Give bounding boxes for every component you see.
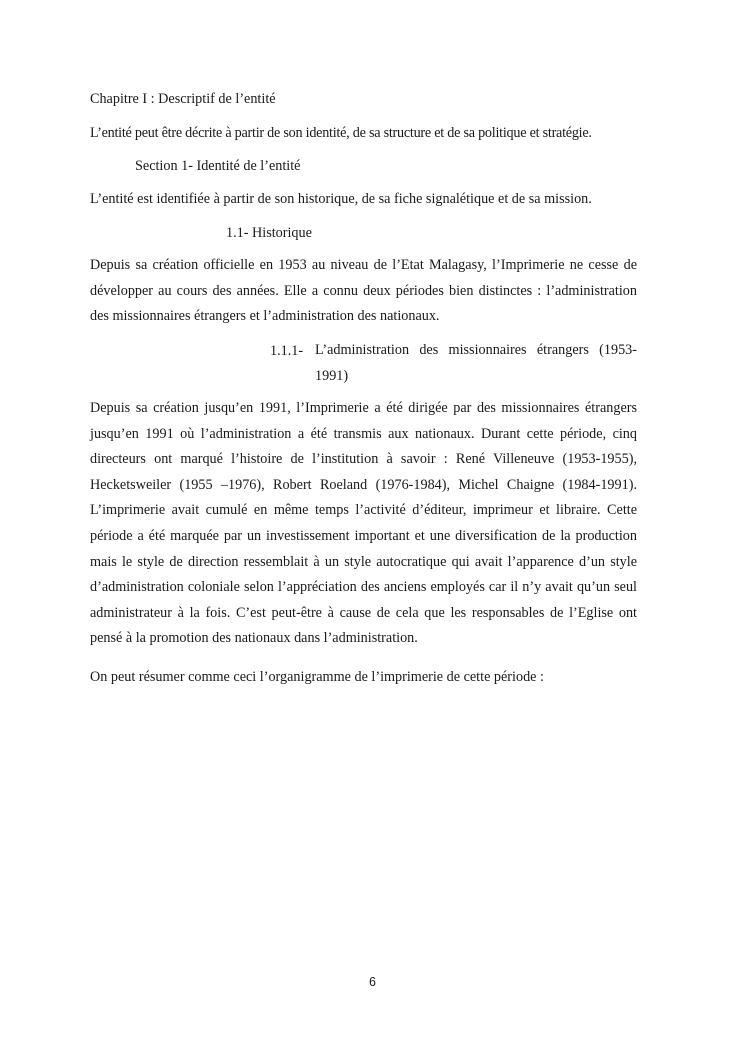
page-number: 6	[369, 975, 376, 989]
intro-sentence: L’entité peut être décrite à partir de son identité, de sa structure et de sa politique et stratégie.	[90, 125, 592, 141]
subsection-title: 1.1- Historique	[226, 225, 312, 241]
section-title: Section 1- Identité de l’entité	[135, 158, 301, 174]
historique-paragraph: Depuis sa création officielle en 1953 au niveau de l’Etat Malagasy, l’Imprimerie ne cesse de développer au cours des années. Elle a connu deux périodes bien distinctes : l’administration des missionnaires étrangers et l’administration des nationaux.	[90, 257, 637, 325]
missionaries-paragraph: Depuis sa création jusqu’en 1991, l’Imprimerie a été dirigée par des missionnaires étrangers jusqu’en 1991 où l’administration a été transmis aux nationaux. Durant cette période, cinq directeurs ont marqué l’histoire de l’institution à savoir : René Villeneuve (1953-1955), Hecketsweiler (1955 –1976), Robert Roeland (1976-1984), Michel Chaigne (1984-1991). L’imprimerie avait cumulé en même temps l’activité d’éditeur, imprimeur et libraire. Cette période a été marquée par un investissement important et une diversification de la production mais le style de direction ressemblait à un style autocratique qui avait l’apparence d’un style d’administration coloniale selon l’appréciation des anciens employés car il n’y avait qu’un seul administrateur à la fois. C’est peut-être à cause de cela que les responsables de l’Eglise ont pensé à la promotion des nationaux dans l’administration.	[90, 400, 637, 647]
section-intro: L’entité est identifiée à partir de son historique, de sa fiche signalétique et de sa mission.	[90, 191, 592, 207]
chapter-title: Chapitre I : Descriptif de l’entité	[90, 91, 276, 107]
subsubsection-number: 1.1.1-	[270, 343, 304, 359]
organigram-intro: On peut résumer comme ceci l’organigramme de l’imprimerie de cette période :	[90, 669, 544, 685]
subsubsection-title: L’administration des missionnaires étrangers (1953-1991)	[315, 342, 637, 384]
